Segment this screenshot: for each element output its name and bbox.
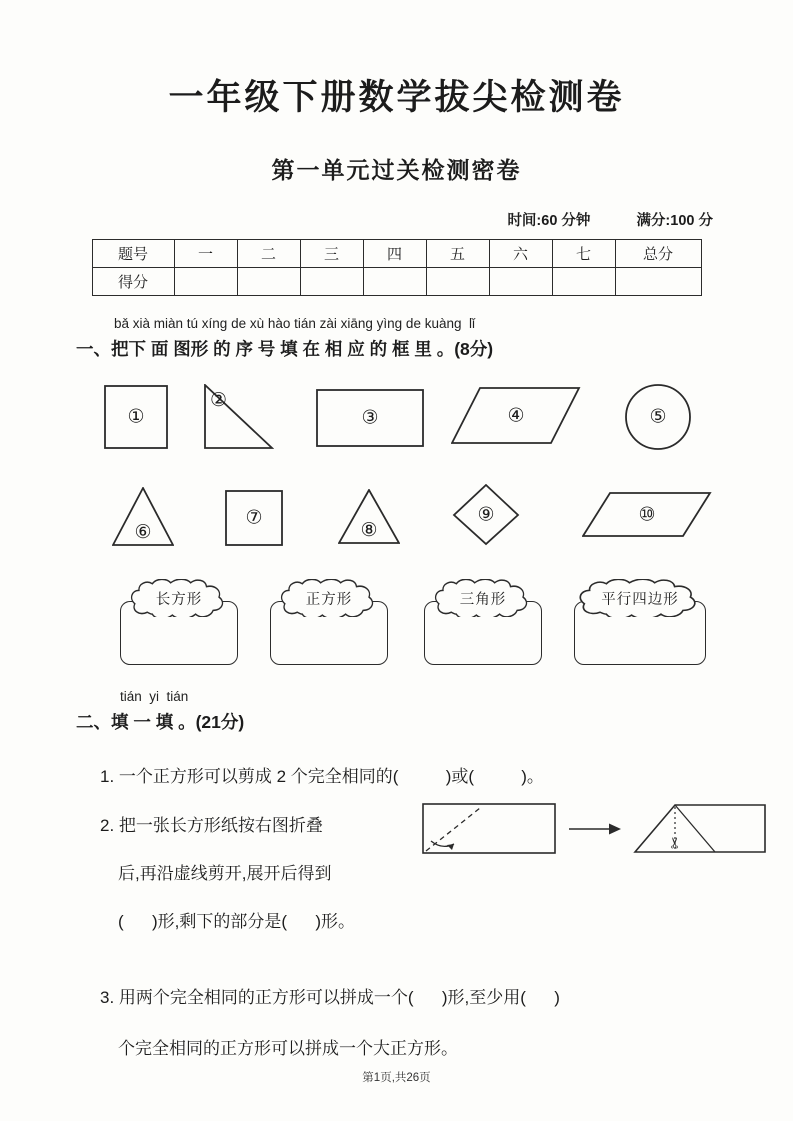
score-cell-empty	[489, 268, 552, 296]
score-header-cell: 七	[552, 240, 615, 268]
shape-number: ①	[127, 406, 145, 428]
score-cell-empty	[615, 268, 701, 296]
category-label: 正方形	[305, 591, 353, 608]
shape-rectangle-3	[316, 389, 424, 447]
shape-number: ⑤	[649, 406, 667, 428]
cut-shape-with-scissors-icon	[633, 803, 768, 855]
section-two-pinyin: tián yi tián	[120, 689, 189, 704]
question-1: 1. 一个正方形可以剪成 2 个完全相同的( )或( )。	[100, 767, 544, 786]
shape-number: ⑨	[477, 504, 495, 526]
category-label: 三角形	[459, 591, 507, 608]
shape-circle-5	[624, 383, 692, 451]
full-score-label: 满分:100 分	[636, 213, 713, 229]
cloud-label	[129, 579, 229, 617]
score-header-cell: 五	[426, 240, 489, 268]
category-square-bin	[270, 579, 388, 669]
cloud-label	[577, 579, 703, 617]
shape-diamond-9	[452, 484, 520, 546]
shape-number: ⑥	[134, 522, 152, 543]
shapes-area	[76, 371, 793, 567]
score-table-header-row	[92, 240, 701, 268]
score-header-cell: 六	[489, 240, 552, 268]
score-header-cell: 二	[237, 240, 300, 268]
question-2	[100, 811, 793, 953]
score-cell-empty	[237, 268, 300, 296]
exam-meta	[0, 209, 713, 230]
score-cell-empty	[426, 268, 489, 296]
section-one	[76, 316, 793, 361]
question-3	[100, 983, 793, 1059]
score-cell-empty	[300, 268, 363, 296]
folded-rectangle-icon	[422, 803, 557, 855]
category-parallelogram-bin	[574, 579, 706, 669]
page-number: 第1页,共26页	[362, 1072, 431, 1084]
shape-triangle-8	[338, 489, 400, 545]
cloud-label	[433, 579, 533, 617]
category-area	[76, 579, 793, 673]
cloud-label	[279, 579, 379, 617]
question-2-line-2: 后,再沿虚线剪开,展开后得到	[118, 864, 332, 883]
score-row-label: 得分	[92, 268, 174, 296]
arrow-right-icon	[567, 819, 623, 839]
category-triangle-bin	[424, 579, 542, 669]
shape-parallelogram-10	[582, 492, 712, 538]
exam-subtitle: 第一单元过关检测密卷	[271, 157, 522, 183]
score-cell-empty	[552, 268, 615, 296]
score-header-cell: 一	[174, 240, 237, 268]
shape-triangle-6	[112, 487, 174, 547]
section-two-heading: 二、填 一 填 。(21分)	[76, 712, 245, 732]
shape-square-1	[104, 385, 168, 449]
score-table	[92, 239, 702, 296]
category-label: 长方形	[155, 591, 203, 608]
section-one-heading: 一、把下 面 图形 的 序 号 填 在 相 应 的 框 里 。(8分)	[76, 339, 494, 359]
question-2-line-1: 2. 把一张长方形纸按右图折叠	[100, 816, 323, 835]
score-header-cell: 总分	[615, 240, 701, 268]
question-3-line-2: 个完全相同的正方形可以拼成一个大正方形。	[118, 1039, 458, 1058]
shape-number: ⑩	[638, 504, 656, 526]
shape-number: ④	[507, 405, 525, 427]
category-label: 平行四边形	[601, 591, 679, 608]
time-limit-label: 时间:60 分钟	[507, 213, 591, 229]
exam-title: 一年级下册数学拔尖检测卷	[168, 78, 625, 117]
fold-and-cut-diagram	[422, 803, 768, 855]
score-header-cell: 题号	[92, 240, 174, 268]
category-rectangle-bin	[120, 579, 238, 669]
question-2-line-3: ( )形,剩下的部分是( )形。	[118, 912, 356, 931]
shape-parallelogram-4	[451, 387, 581, 445]
shape-number: ②	[210, 390, 228, 411]
score-header-cell: 三	[300, 240, 363, 268]
shape-square-7	[225, 490, 283, 546]
score-cell-empty	[363, 268, 426, 296]
section-one-pinyin: bǎ xià miàn tú xíng de xù hào tián zài xiāng yìng de kuàng lǐ	[114, 316, 475, 331]
shape-right-triangle-2	[204, 384, 274, 450]
shape-number: ⑧	[360, 520, 378, 541]
shape-number: ⑦	[245, 507, 263, 529]
score-table-score-row	[92, 268, 701, 296]
score-header-cell: 四	[363, 240, 426, 268]
section-two	[76, 689, 793, 1059]
question-3-line-1: 3. 用两个完全相同的正方形可以拼成一个( )形,至少用( )	[100, 988, 560, 1007]
shape-number: ③	[361, 407, 379, 429]
scissors-icon: ✂	[667, 836, 684, 849]
score-cell-empty	[174, 268, 237, 296]
